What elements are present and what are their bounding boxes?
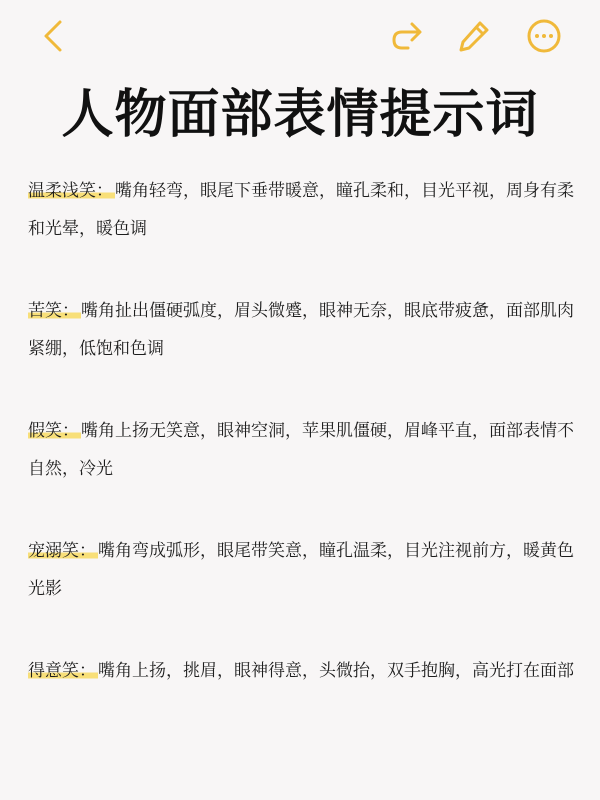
entry-description: 嘴角上扬，挑眉，眼神得意，头微抬，双手抱胸，高光打在面部 (98, 661, 574, 681)
list-item (28, 412, 576, 488)
list-item (28, 532, 576, 608)
entry-description: 嘴角弯成弧形，眼尾带笑意，瞳孔温柔，目光注视前方，暖黄色光影 (28, 541, 574, 599)
more-button[interactable] (524, 16, 564, 56)
chevron-left-icon (40, 18, 68, 54)
note-body (28, 172, 576, 690)
pencil-icon (456, 18, 492, 54)
back-button[interactable] (34, 16, 74, 56)
entry-term: 温柔浅笑： (28, 181, 113, 201)
entry-description: 嘴角扯出僵硬弧度，眉头微蹙，眼神无奈，眼底带疲惫，面部肌肉紧绷，低饱和色调 (28, 301, 574, 359)
list-item (28, 292, 576, 368)
entry-description: 嘴角上扬无笑意，眼神空洞，苹果肌僵硬，眉峰平直，面部表情不自然，冷光 (28, 421, 574, 479)
note-title: 人物面部表情提示词 (61, 85, 539, 145)
toolbar (0, 0, 600, 80)
list-item (28, 172, 576, 248)
list-item (28, 652, 576, 690)
entry-term: 得意笑： (28, 661, 96, 681)
edit-button[interactable] (454, 16, 494, 56)
entry-term: 宠溺笑： (28, 541, 96, 561)
entry-term: 苦笑： (28, 301, 79, 321)
share-button[interactable] (386, 16, 426, 56)
entry-description: 嘴角轻弯，眼尾下垂带暖意，瞳孔柔和，目光平视，周身有柔和光晕，暖色调 (28, 181, 574, 239)
more-circle-icon (526, 18, 562, 54)
entry-term: 假笑： (28, 421, 79, 441)
share-arrow-icon (388, 18, 424, 54)
